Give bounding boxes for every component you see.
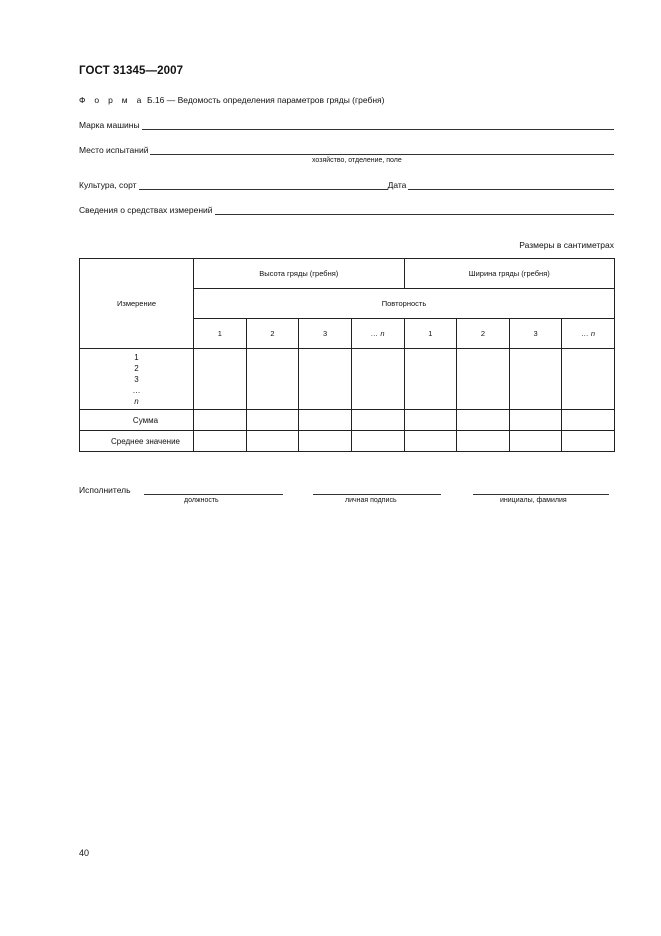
measurement-header: Измерение — [80, 259, 194, 349]
instruments-line[interactable] — [215, 205, 614, 215]
height-header: Высота гряды (гребня) — [194, 259, 405, 289]
instruments-field — [79, 205, 614, 215]
row-number: … — [132, 385, 141, 395]
repetition-header: Повторность — [194, 289, 615, 319]
date-line[interactable] — [408, 180, 614, 190]
repetition-cell: 1 — [404, 319, 457, 349]
data-cell[interactable] — [351, 349, 404, 410]
place-line[interactable] — [150, 145, 614, 155]
date-label: Дата — [387, 180, 407, 190]
data-cell[interactable] — [562, 349, 615, 410]
data-cell[interactable] — [299, 431, 352, 452]
width-header: Ширина гряды (гребня) — [404, 259, 615, 289]
sum-label: Сумма — [80, 410, 194, 431]
executor-label: Исполнитель — [79, 485, 131, 495]
page-number: 40 — [79, 848, 90, 858]
crop-line[interactable] — [139, 180, 388, 190]
data-cell[interactable] — [457, 410, 510, 431]
table-row — [80, 410, 615, 431]
data-cell[interactable] — [299, 410, 352, 431]
data-cell[interactable] — [194, 431, 247, 452]
data-cell[interactable] — [299, 349, 352, 410]
data-cell[interactable] — [562, 431, 615, 452]
data-cell[interactable] — [404, 431, 457, 452]
data-cell[interactable] — [509, 410, 562, 431]
measurement-rows-cell — [80, 349, 194, 410]
data-cell[interactable] — [404, 410, 457, 431]
data-cell[interactable] — [509, 349, 562, 410]
data-cell[interactable] — [562, 410, 615, 431]
table-row — [80, 349, 615, 410]
repetition-cell: 2 — [457, 319, 510, 349]
name-caption: инициалы, фамилия — [500, 497, 567, 504]
crop-date-field — [79, 180, 614, 190]
table-header-row — [80, 259, 615, 289]
data-cell[interactable] — [246, 431, 299, 452]
machine-field — [79, 120, 614, 130]
table-row — [80, 431, 615, 452]
place-label: Место испытаний — [79, 145, 149, 155]
repetition-cell: 3 — [299, 319, 352, 349]
form-title — [79, 95, 384, 105]
data-cell[interactable] — [351, 431, 404, 452]
document-header: ГОСТ 31345—2007 — [79, 65, 184, 77]
repetition-cell: … n — [562, 319, 615, 349]
place-field — [79, 145, 614, 155]
measurement-table — [79, 258, 615, 452]
repetition-cell: 3 — [509, 319, 562, 349]
repetition-cell: 1 — [194, 319, 247, 349]
signature-caption: личная подпись — [345, 497, 397, 504]
name-line[interactable] — [473, 485, 609, 495]
place-caption: хозяйство, отделение, поле — [312, 157, 402, 164]
machine-line[interactable] — [142, 120, 614, 130]
data-cell[interactable] — [194, 410, 247, 431]
row-number: n — [134, 396, 139, 406]
repetition-cell: … n — [351, 319, 404, 349]
row-number: 3 — [134, 374, 139, 384]
data-cell[interactable] — [194, 349, 247, 410]
row-number: 1 — [134, 352, 139, 362]
mean-label: Среднее значение — [80, 431, 194, 452]
signature-line[interactable] — [313, 485, 441, 495]
form-word: Ф о р м а — [79, 95, 145, 105]
data-cell[interactable] — [246, 349, 299, 410]
repetition-cell: 2 — [246, 319, 299, 349]
position-line[interactable] — [144, 485, 283, 495]
crop-label: Культура, сорт — [79, 180, 137, 190]
instruments-label: Сведения о средствах измерений — [79, 205, 213, 215]
data-cell[interactable] — [509, 431, 562, 452]
data-cell[interactable] — [351, 410, 404, 431]
data-cell[interactable] — [246, 410, 299, 431]
row-number: 2 — [134, 363, 139, 373]
form-title-text: Б.16 — Ведомость определения параметров гряды (гребня) — [144, 95, 385, 105]
data-cell[interactable] — [457, 431, 510, 452]
machine-label: Марка машины — [79, 120, 140, 130]
data-cell[interactable] — [404, 349, 457, 410]
data-cell[interactable] — [457, 349, 510, 410]
units-note: Размеры в сантиметрах — [519, 240, 614, 250]
position-caption: должность — [184, 497, 219, 504]
